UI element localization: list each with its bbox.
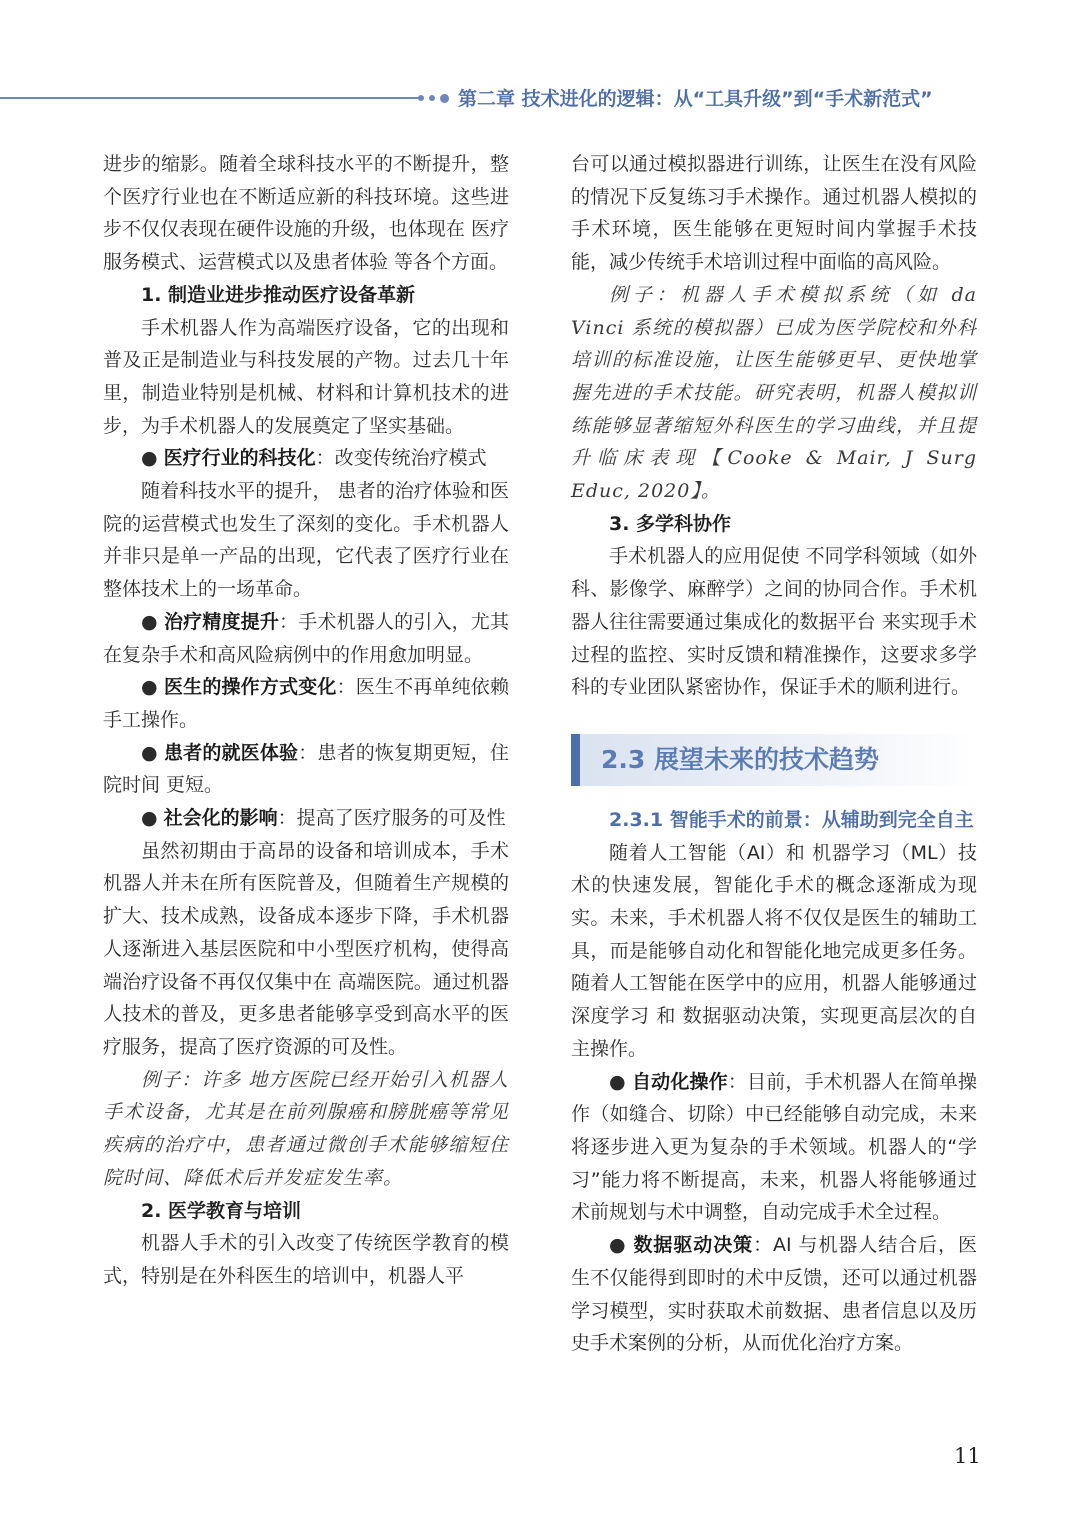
paragraph: 手术机器人的应用促使 不同学科领域（如外科、影像学、麻醉学）之间的协同合作。手术机器人往往需要通过集成化的数据平台 来实现手术过程的监控、实时反馈和精准操作，这要求多学科的专业团队紧密协作，保证手术的顺利进行。 — [571, 545, 977, 699]
example-paragraph: 例子：许多 地方医院已经开始引入机器人手术设备，尤其是在前列腺癌和膀胱癌等常见疾病的治疗中，患者通过微创手术能够缩短住院时间、降低术后并发症发生率。 — [103, 1068, 509, 1189]
bullet-title: 社会化的影响 — [163, 807, 278, 830]
bullet-text: ：AI 与机器人结合后，医生不仅能得到即时的术中反馈，还可以通过机器学习模型，实时获取术前数据、患者信息以及历史手术案例的分析，从而优化治疗方案。 — [571, 1234, 977, 1355]
paragraph: 手术机器人作为高端医疗设备，它的出现和普及正是制造业与科技发展的产物。过去几十年里，制造业特别是机械、材料和计算机技术的进步，为手术机器人的发展奠定了坚实基础。 — [103, 316, 509, 437]
bullet-dot-icon: ● — [141, 610, 158, 633]
bullet-title: 医生的操作方式变化 — [163, 676, 337, 699]
bullet-text: ：医生不再单纯依赖手工操作。 — [103, 676, 509, 731]
example-paragraph: 例子：机器人手术模拟系统（如 da Vinci 系统的模拟器）已成为医学院校和外科培训的标准设施，让医生能够更早、更快地掌握先进的手术技能。研究表明，机器人模拟训练能够显著缩短外科医生的学习曲线，并且提升临床表现【Cooke & Mair, J Surg Educ, 2020】。 — [571, 283, 977, 503]
bullet-dot-icon: ● — [609, 1234, 627, 1257]
header-rule — [0, 97, 420, 99]
section-accent-bar — [571, 734, 580, 786]
bullet-item — [103, 671, 509, 736]
paragraph: 随着人工智能（AI）和 机器学习（ML）技术的快速发展，智能化手术的概念逐渐成为现实。未来，手术机器人将不仅仅是医生的辅助工具，而是能够自动化和智能化地完成更多任务。随着人工智能在医学中的应用，机器人能够通过 深度学习 和 数据驱动决策，实现更高层次的自主操作。 — [571, 841, 977, 1060]
subsection-title: 2.3.1 智能手术的前景：从辅助到完全自主 — [609, 808, 974, 831]
paragraph: 虽然初期由于高昂的设备和培训成本，手术机器人并未在所有医院普及，但随着生产规模的扩大、技术成熟，设备成本逐步下降，手术机器人逐渐进入基层医院和中小型医疗机构，使得高端治疗设备不再仅仅集中在 高端医院。通过机器人技术的普及，更多患者能够享受到高水平的医疗服务，提高了医疗资源的可及性。 — [103, 839, 509, 1058]
bullet-text: ：改变传统治疗模式 — [315, 447, 487, 470]
bullet-text: ：患者的恢复期更短，住院时间 更短。 — [103, 741, 509, 797]
bullet-dot-icon: ● — [141, 676, 158, 699]
section-header — [571, 734, 977, 786]
heading-education: 2. 医学教育与培训 — [141, 1199, 302, 1222]
section-title: 2.3 展望未来的技术趋势 — [601, 744, 879, 774]
bullet-title: 治疗精度提升 — [163, 610, 280, 633]
bullet-title: 患者的就医体验 — [163, 741, 299, 764]
bullet-text: ：手术机器人的引入，尤其在复杂手术和高风险病例中的作用愈加明显。 — [103, 610, 509, 666]
bullet-dot-icon: ● — [141, 741, 158, 764]
paragraph: 台可以通过模拟器进行训练，让医生在没有风险的情况下反复练习手术操作。通过机器人模拟的手术环境，医生能够在更短时间内掌握手术技能，减少传统手术培训过程中面临的高风险。 — [571, 153, 977, 274]
paragraph: 进步的缩影。随着全球科技水平的不断提升，整个医疗行业也在不断适应新的科技环境。这些进步不仅仅表现在硬件设施的升级，也体现在 医疗服务模式、运营模式以及患者体验 等各个方面。 — [103, 153, 509, 274]
bullet-dot-icon: ● — [609, 1070, 626, 1093]
bullet-item — [103, 737, 509, 802]
left-column — [103, 148, 509, 1293]
right-column — [571, 148, 977, 1360]
bullet-dot-icon: ● — [141, 807, 158, 830]
bullet-dot-icon: ● — [141, 447, 158, 470]
bullet-item — [103, 442, 509, 475]
bullet-item — [103, 802, 509, 835]
chapter-title: 第二章 技术进化的逻辑：从“工具升级”到“手术新范式” — [458, 88, 933, 110]
bullet-text: ：目前，手术机器人在简单操作（如缝合、切除）中已经能够自动完成，未来将逐步进入更为复杂的手术领域。机器人的“学习”能力将不断提高，未来，机器人将能够通过术前规划与术中调整，自动完成手术全过程。 — [571, 1070, 977, 1224]
bullet-title: 数据驱动决策 — [633, 1234, 754, 1257]
paragraph: 随着科技水平的提升， 患者的治疗体验和医院的运营模式也发生了深刻的变化。手术机器人并非只是单一产品的出现，它代表了医疗行业在整体技术上的一场革命。 — [103, 480, 509, 601]
paragraph: 机器人手术的引入改变了传统医学教育的模式，特别是在外科医生的培训中，机器人平 — [103, 1232, 509, 1287]
bullet-title: 医疗行业的科技化 — [163, 447, 316, 470]
bullet-item — [571, 1066, 977, 1230]
bullet-item — [571, 1229, 977, 1360]
header-dots-icon — [418, 92, 449, 104]
bullet-text: ：提高了医疗服务的可及性 — [277, 807, 506, 830]
heading-manufacturing: 1. 制造业进步推动医疗设备革新 — [141, 283, 416, 306]
bullet-title: 自动化操作 — [631, 1070, 728, 1093]
bullet-item — [103, 606, 509, 671]
page-number: 11 — [954, 1444, 981, 1468]
heading-collaboration: 3. 多学科协作 — [609, 512, 732, 535]
